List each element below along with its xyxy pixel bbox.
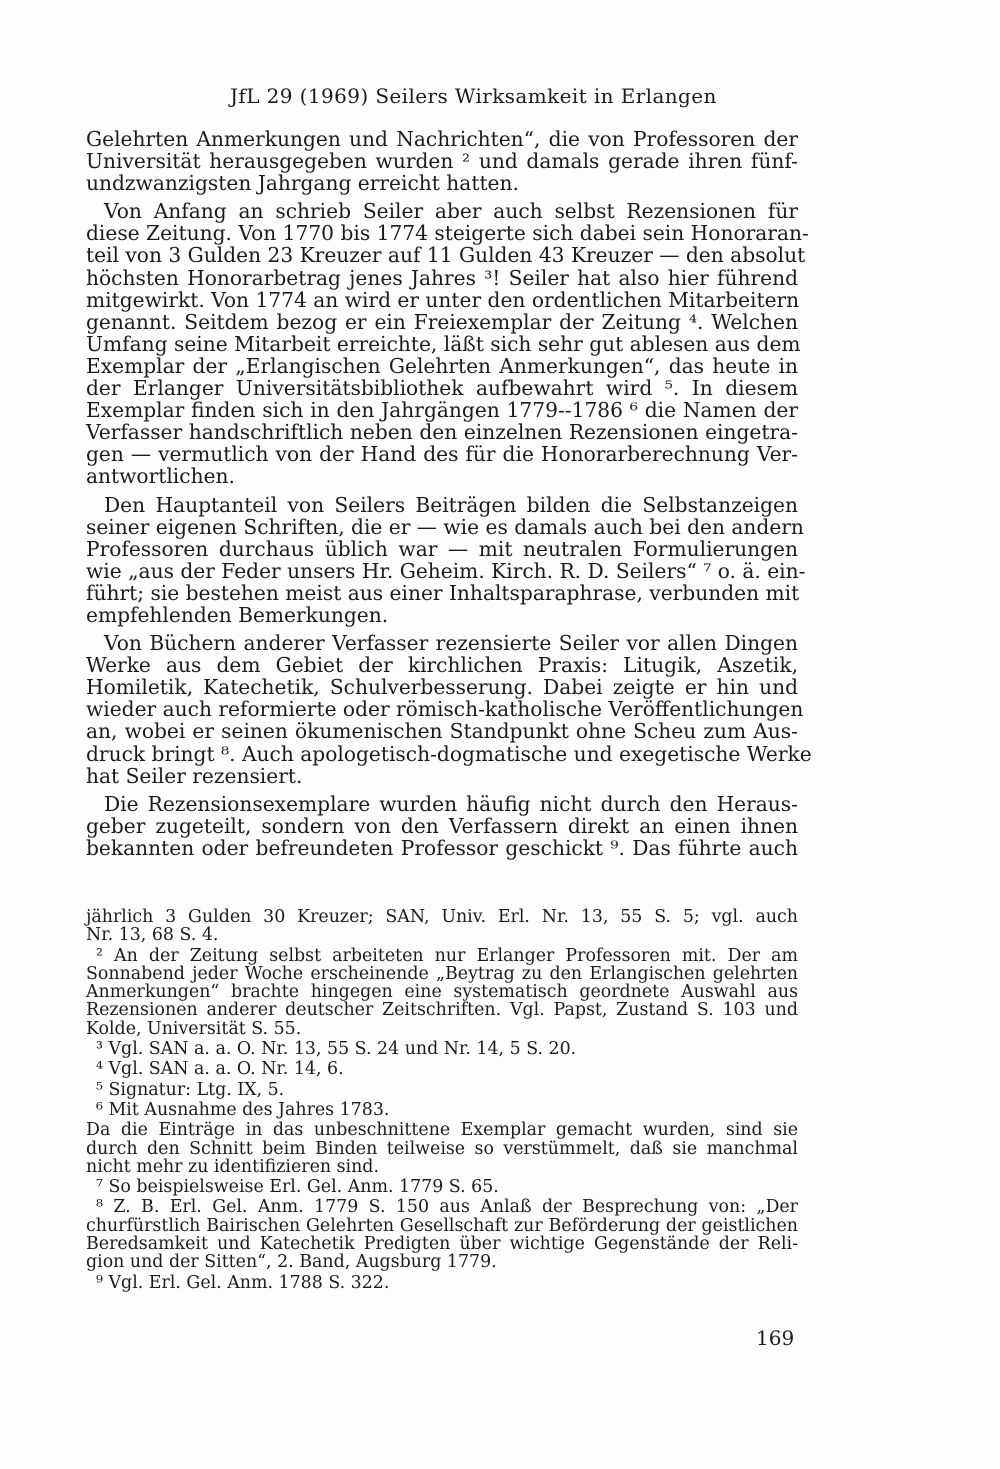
text-line: Homiletik, Katechetik, Schulverbesserung. Dabei zeigte er hin und [86,675,798,700]
footnote-line: ⁵ Signatur: Ltg. IX, 5. [96,1079,285,1100]
text-line: seiner eigenen Schriften, die er — wie es damals auch bei den andern [86,514,804,539]
text-line: Gelehrten Anmerkungen und Nachrichten“, die von Professoren der [86,127,798,151]
text-line: druck bringt ⁸. Auch apologetisch-dogmatische und exegetische Werke [86,741,812,766]
text-line: der Erlanger Universitätsbibliothek aufbewahrt wird ⁵. In diesem [86,376,798,401]
footnote-line: Anmerkungen“ brachte hingegen eine systematisch geordnete Auswahl aus [86,982,798,1003]
footnote-line: ² An der Zeitung selbst arbeiteten nur Erlanger Professoren mit. Der am [96,945,798,966]
paragraph [86,631,812,788]
footnote-line: nicht mehr zu identifizieren sind. [86,1156,379,1177]
text-line: Von Anfang an schrieb Seiler aber auch selbst Rezensionen für [104,199,798,224]
text-line: Von Büchern anderer Verfasser rezensierte Seiler vor allen Dingen [104,631,798,656]
paragraph [86,128,798,194]
text-line: Universität herausgegeben wurden ² und damals gerade ihren fünf- [86,149,798,174]
footnote-line: ⁴ Vgl. SAN a. a. O. Nr. 14, 6. [96,1059,344,1080]
paragraph [86,199,809,489]
text-line: wieder auch reformierte oder römisch-katholische Veröffentlichungen [86,697,804,722]
footnote-line: Da die Einträge in das unbeschnittene Exemplar gemacht wurden, sind sie [86,1120,798,1141]
footnote-line: Beredsamkeit und Katechetik Predigten über wichtige Gegenstände der Reli- [86,1234,798,1255]
text-line: Umfang seine Mitarbeit erreichte, läßt sich sehr gut ablesen aus dem [86,331,801,356]
text-line: Werke aus dem Gebiet der kirchlichen Praxis: Litugik, Aszetik, [86,653,798,678]
footnote-line: durch den Schnitt beim Binden teilweise so verstümmelt, daß sie manchmal [86,1138,798,1159]
footnote-line: Rezensionen anderer deutscher Zeitschriften. Vgl. Papst, Zustand S. 103 und [86,1000,798,1021]
text-line: undzwanzigsten Jahrgang erreicht hatten. [86,171,519,196]
footnote [86,1060,798,1078]
footnote-line: ⁹ Vgl. Erl. Gel. Anm. 1788 S. 322. [96,1272,390,1293]
text-line: an, wobei er seinen ökumenischen Standpunkt ohne Scheu zum Aus- [86,719,798,744]
footnote [86,908,798,945]
text-line: Exemplar finden sich in den Jahrgängen 1779--1786 ⁶ die Namen der [86,398,798,423]
footnote [86,1198,798,1271]
footnote-line: ³ Vgl. SAN a. a. O. Nr. 13, 55 S. 24 und Nr. 14, 5 S. 20. [96,1039,577,1060]
text-line: hat Seiler rezensiert. [86,763,303,788]
text-line: bekannten oder befreundeten Professor geschickt ⁹. Das führte auch [86,835,798,860]
body-text [86,127,812,860]
text-line: mitgewirkt. Von 1774 an wird er unter den ordentlichen Mitarbeitern [86,287,800,312]
text-line: geber zugeteilt, sondern von den Verfassern direkt an einen ihnen [86,813,798,838]
text-line: gen — vermutlich von der Hand des für die Honorarberechnung Ver- [86,442,798,467]
footnote-line: jährlich 3 Gulden 30 Kreuzer; SAN, Univ. Erl. Nr. 13, 55 S. 5; vgl. auch [86,907,798,927]
text-line: wie „aus der Feder unsers Hr. Geheim. Kirch. R. D. Seilers“ ⁷ o. ä. ein- [86,558,806,583]
footnote-line: Nr. 13, 68 S. 4. [86,925,219,946]
text-line: höchsten Honorarbetrag jenes Jahres ³! Seiler hat also hier führend [86,265,798,290]
text-line: teil von 3 Gulden 23 Kreuzer auf 11 Gulden 43 Kreuzer — den absolut [86,243,806,268]
paragraph [86,492,806,627]
footnote-line: ⁸ Z. B. Erl. Gel. Anm. 1779 S. 150 aus Anlaß der Besprechung von: „Der [96,1197,798,1218]
footnote [86,1274,798,1292]
footnote-line: Sonnabend jeder Woche erscheinende „Beytrag zu den Erlangischen gelehrten [86,963,798,984]
text-line: Exemplar der „Erlangischen Gelehrten Anmerkungen“, das heute in [86,353,798,378]
text-line: Den Hauptanteil von Seilers Beiträgen bilden die Selbstanzeigen [104,492,798,517]
text-line: Professoren durchaus üblich war — mit neutralen Formulierungen [86,536,798,561]
footnote-line: gion und der Sitten“, 2. Band, Augsburg 1779. [86,1252,497,1273]
footnotes [86,906,798,1292]
footnote-line: Kolde, Universität S. 55. [86,1018,302,1039]
footnote [86,947,798,1038]
text-line: antwortlichen. [86,464,235,489]
paragraph [86,793,798,859]
page-number: 169 [756,1326,795,1350]
text-line: genannt. Seitdem bezog er ein Freiexemplar der Zeitung ⁴. Welchen [86,309,798,334]
footnote-line: churfürstlich Bairischen Gelehrten Gesellschaft zur Beförderung der geistlichen [86,1215,798,1236]
footnote-line: ⁶ Mit Ausnahme des Jahres 1783. [96,1099,390,1120]
footnote [86,1081,798,1099]
text-line: führt; sie bestehen meist aus einer Inhaltsparaphrase, verbunden mit [86,580,800,605]
text-line: diese Zeitung. Von 1770 bis 1774 steigerte sich dabei sein Honoraran- [86,221,809,246]
text-line: empfehlenden Bemerkungen. [86,602,389,627]
footnote [86,1101,798,1119]
footnote [86,1121,798,1176]
footnote [86,1040,798,1058]
text-line: Verfasser handschriftlich neben den einzelnen Rezensionen eingetra- [86,420,798,445]
running-head: JfL 29 (1969) Seilers Wirksamkeit in Erlangen [230,84,717,108]
footnote [86,1178,798,1196]
footnote-line: ⁷ So beispielsweise Erl. Gel. Anm. 1779 S. 65. [96,1177,499,1198]
text-line: Die Rezensionsexemplare wurden häufig nicht durch den Heraus- [104,791,798,816]
